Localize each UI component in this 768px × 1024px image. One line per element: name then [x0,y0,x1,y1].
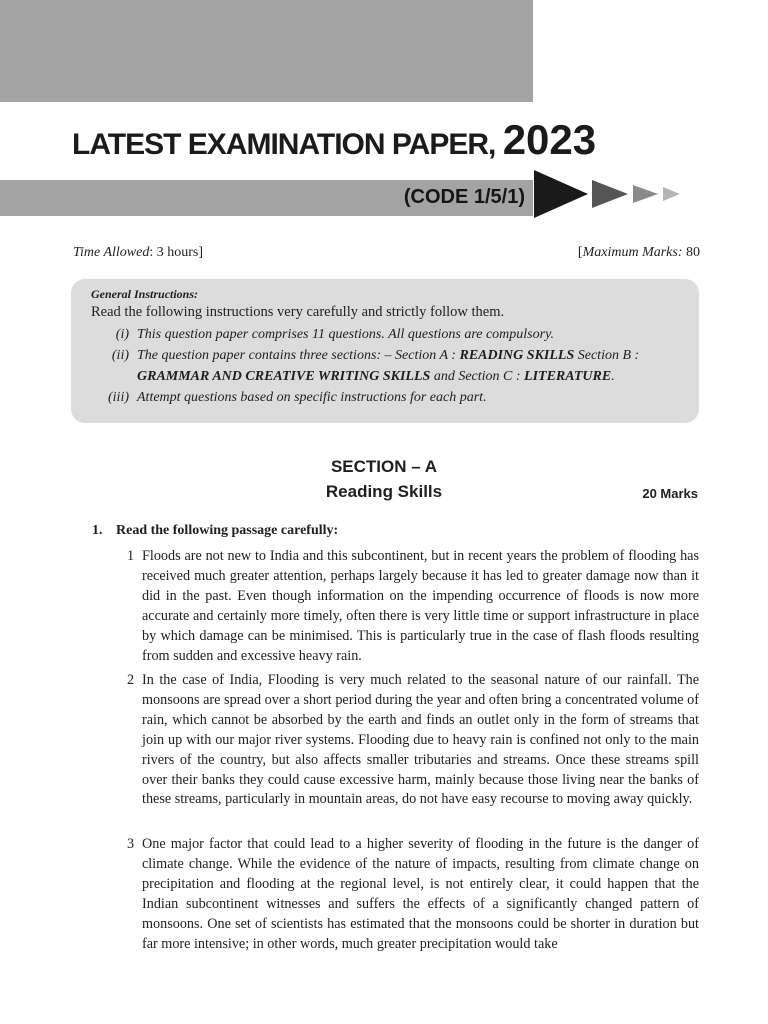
code-band [0,180,533,216]
paragraph-text: One major factor that could lead to a higher severity of flooding in the future is the danger of climate change. While the evidence of the nature of impacts, resulting from climate change on precipitation and flooding at the regional level, is not entirely clear, it could happen that the Indian subcontinent witnesses and suffers the effects of a significantly changed pattern of monsoons. One set of scientists has estimated that the monsoons could be shorter in duration but far more intensive; in other words, much greater precipitation would take [142,836,699,952]
paper-title [72,116,596,164]
instruction-number: (iii) [108,390,129,405]
maximum-marks-bracket: [ [577,245,583,260]
paper-code: (CODE 1/5/1) [403,186,525,208]
play-arrow-icon [633,185,658,203]
maximum-marks [578,245,700,261]
paragraph-number: 2 [127,672,135,688]
instruction-item [91,324,679,345]
time-allowed [73,245,203,261]
instruction-text-part: Section B : [574,348,640,363]
instruction-text-part: The question paper contains three sections: – Section A : [137,348,460,363]
instruction-text: This question paper comprises 11 questions. All questions are compulsory. [137,327,555,342]
instruction-item [91,387,679,408]
instruction-text: Attempt questions based on specific instructions for each part. [137,390,487,405]
question-prompt-text: Read the following passage carefully: [116,523,339,538]
paper-year: 2023 [502,116,597,163]
passage-paragraph [123,835,699,954]
instruction-number: (ii) [111,348,129,363]
instruction-emphasis: READING SKILLS [459,348,575,363]
paragraph-number: 3 [127,836,135,852]
header-top-band [0,0,533,102]
section-title: SECTION – A [330,457,438,476]
instruction-text-part: . [611,369,615,384]
question-prompt [92,523,338,539]
time-allowed-label: Time Allowed [73,245,150,260]
question-number: 1. [92,523,103,538]
instruction-text [137,345,679,387]
instruction-item [91,345,679,387]
maximum-marks-value: 80 [682,245,700,260]
paragraph-text: In the case of India, Flooding is very much related to the seasonal nature of our rainfall. The monsoons are spread over a short period during the year and often bring a concentrated volume of rain, which cannot be absorbed by the earth and finds an outlet only in the form of streams that join up with our major river systems. Flooding due to heavy rain is confined not only to the main rivers of the country, but also affects smaller tributaries and streams. Once these streams spill over their banks they could cause excessive harm, mainly because those living near the banks of these streams, particularly in mountain areas, do not have easy recourse to moving away quickly. [142,672,699,808]
passage-paragraph [123,671,699,810]
passage-paragraph [123,547,699,666]
play-arrow-icon [534,170,588,218]
arrows-decoration [534,170,694,218]
paragraph-number: 1 [127,548,135,564]
instructions-intro: Read the following instructions very carefully and strictly follow them. [91,304,505,320]
instruction-text-part: and Section C : [430,369,525,384]
instruction-emphasis: LITERATURE [524,369,612,384]
instruction-number: (i) [115,327,129,342]
instructions-heading: General Instructions: [91,287,199,301]
section-marks: 20 Marks [642,486,698,501]
play-arrow-icon [663,187,680,201]
paper-title-text: LATEST EXAMINATION PAPER, [72,128,496,161]
time-allowed-value: : 3 hours] [149,245,204,260]
play-arrow-icon [592,180,628,208]
maximum-marks-label: Maximum Marks: [582,245,683,260]
instruction-emphasis: GRAMMAR AND CREATIVE WRITING SKILLS [137,369,431,384]
general-instructions-box [71,279,699,423]
section-subtitle: Reading Skills [325,482,443,501]
paragraph-text: Floods are not new to India and this subcontinent, but in recent years the problem of flooding has received much greater attention, perhaps largely because it has led to greater damage now than it did in the past. Even though information on the impending occurrence of floods is now more accurate and certainly more timely, often there is very little time or support infrastructure in place by which damage can be minimised. This is particularly true in the case of flash floods resulting from sudden and excessive heavy rain. [142,548,699,664]
